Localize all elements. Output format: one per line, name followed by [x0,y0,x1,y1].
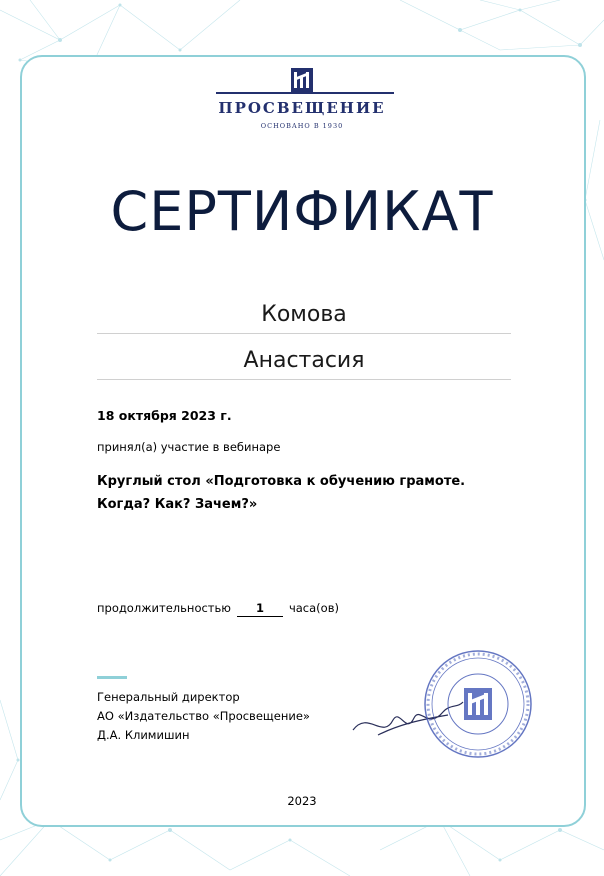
webinar-title: Круглый стол «Подготовка к обучению грамоте. Когда? Как? Зачем?» [97,474,466,512]
recipient-first-name: Анастасия [97,348,511,380]
company-seal [422,648,534,760]
event-date: 18 октября 2023 г. [97,408,232,423]
signatory-block [97,688,310,745]
publisher-logo [0,68,604,130]
duration-prefix: продолжительностью [97,601,231,615]
publisher-founded: ОСНОВАНО В 1930 [260,122,344,130]
certificate-year: 2023 [287,794,317,808]
duration-suffix: часа(ов) [288,601,339,615]
certificate-title: СЕРТИФИКАТ [110,180,494,243]
duration-line [97,601,339,617]
signature-accent-line [97,676,127,679]
signatory-position: Генеральный директор [97,690,240,704]
participation-text: принял(а) участие в вебинаре [97,440,281,454]
signatory-company: АО «Издательство «Просвещение» [97,709,310,723]
publisher-name: ПРОСВЕЩЕНИЕ [218,99,386,117]
recipient-last-name: Комова [97,302,511,334]
publisher-emblem-icon [291,68,313,92]
duration-value: 1 [237,601,283,617]
signatory-name: Д.А. Климишин [97,728,190,742]
logo-underline [216,92,394,94]
